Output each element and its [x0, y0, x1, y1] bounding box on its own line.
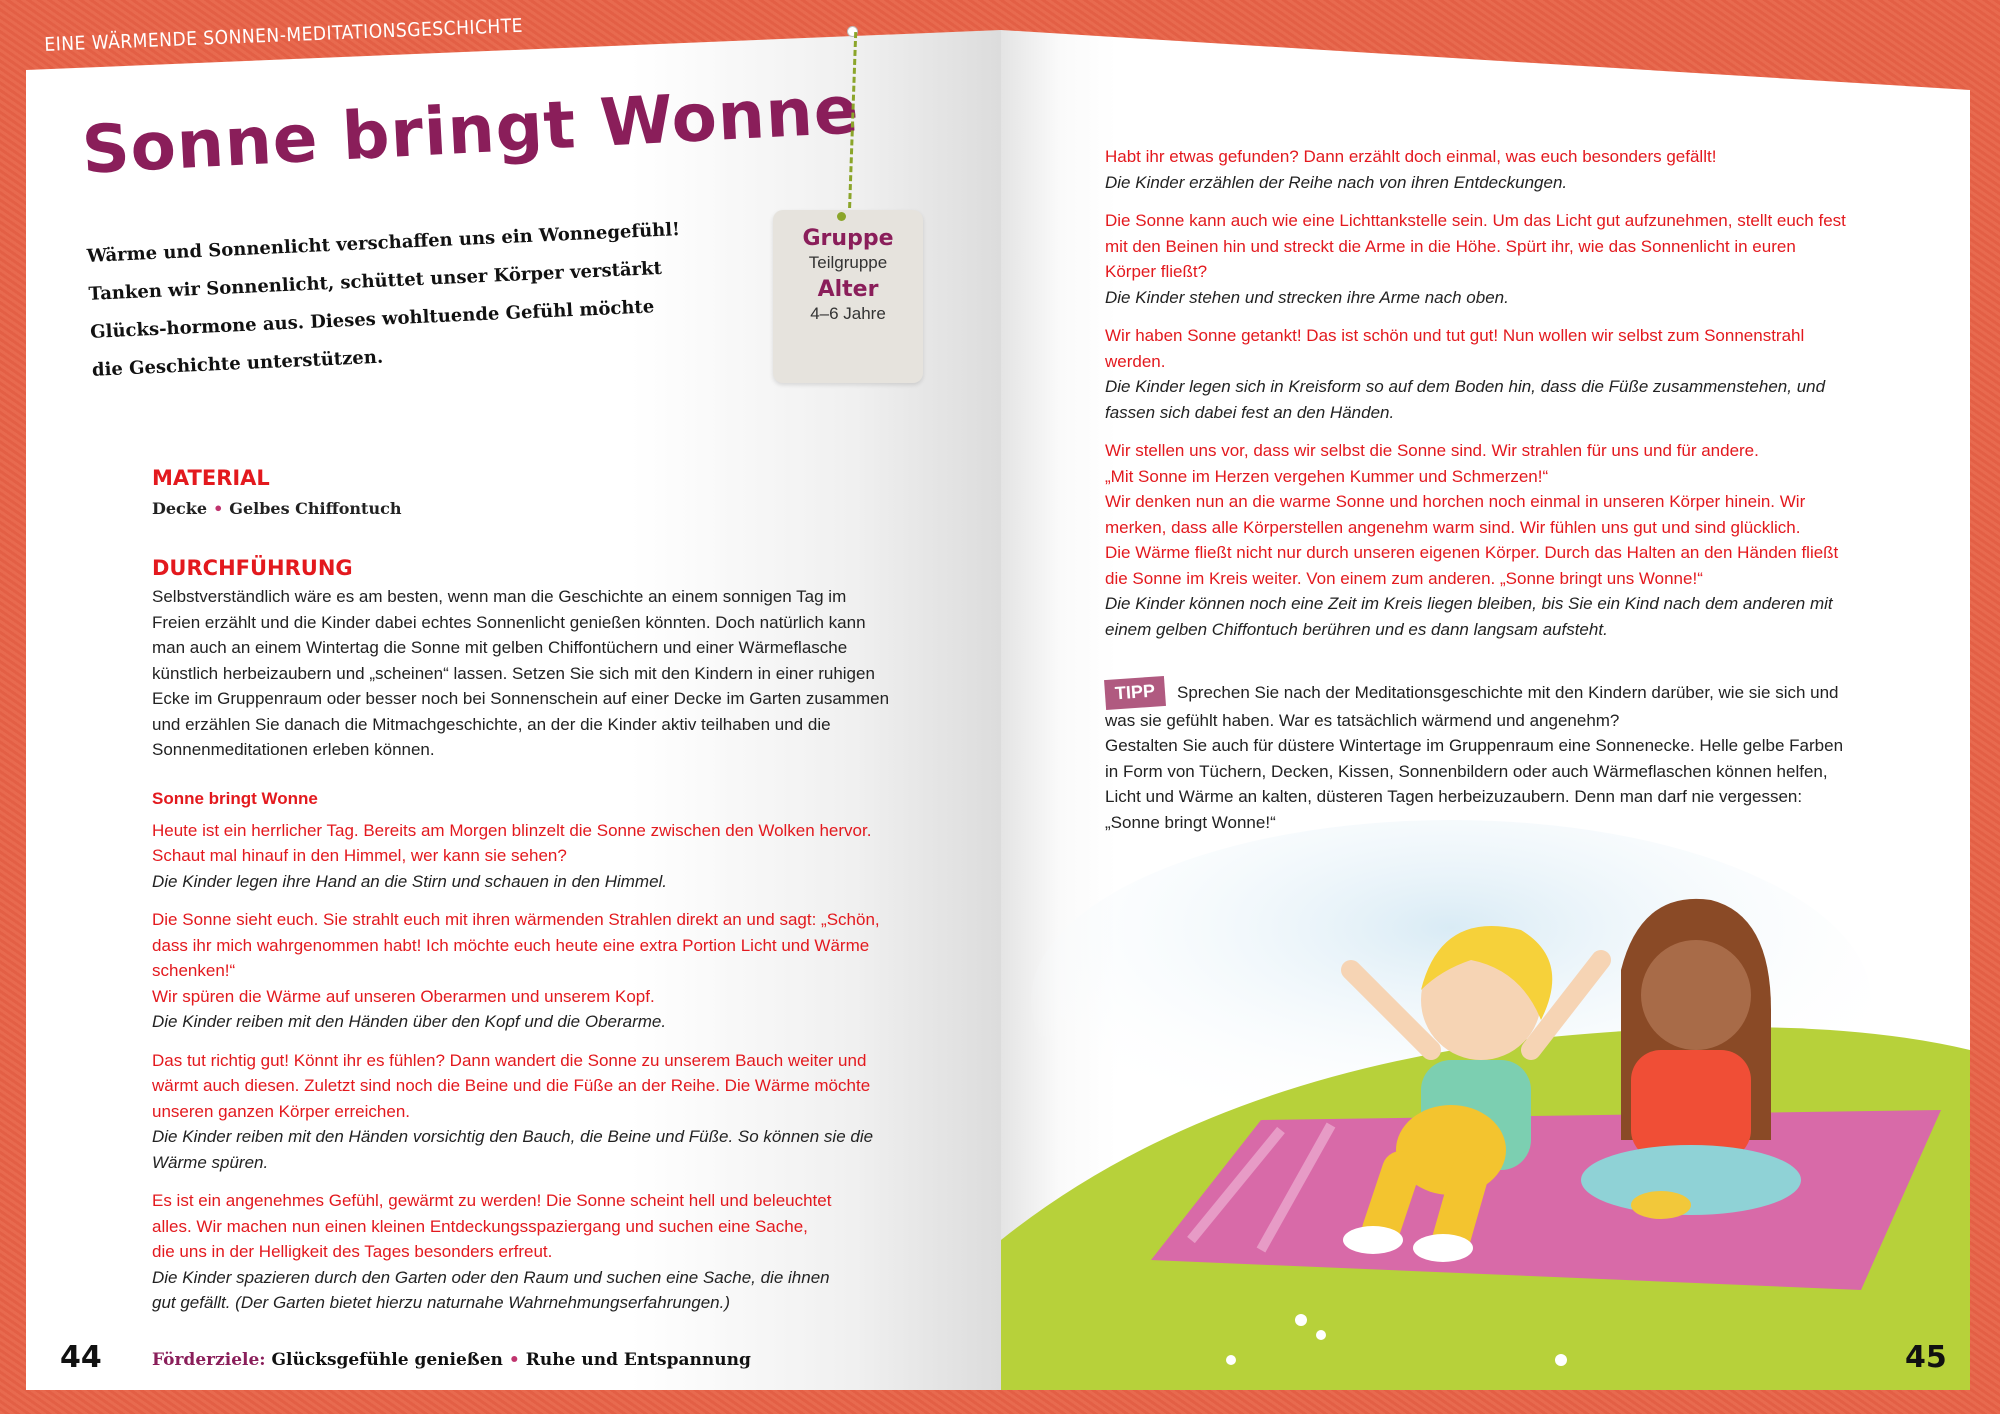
goal-item: Ruhe und Entspannung [525, 1350, 751, 1370]
separator-dot: • [213, 499, 224, 518]
story-left [152, 786, 897, 1329]
story-narration: Es ist ein angenehmes Gefühl, gewärmt zu werden! Die Sonne scheint hell und beleuchtet alles. Wir machen nun einen kleinen Entdeckungsspaziergang und suchen eine Sache, die uns in der Helligkeit des Tages besonders erfreut. [152, 1191, 832, 1261]
material-item: Gelbes Chiffontuch [229, 499, 402, 518]
tipp-text: Gestalten Sie auch für düstere Wintertage im Gruppenraum eine Sonnenecke. Helle gelbe Farben in Form von Tüchern, Decken, Kissen, Sonnenbildern oder auch Wärmeflaschen können helfen, Licht und Wärme an kalten, düsteren Tagen herbeizuzaubern. Denn man darf nie vergessen: „Sonne bringt Wonne!“ [1105, 736, 1844, 832]
page-title: Sonne bringt Wonne [80, 71, 862, 189]
material-heading: MATERIAL [152, 466, 270, 490]
story-instruction: Die Kinder erzählen der Reihe nach von ihren Entdeckungen. [1105, 172, 1568, 192]
story-instruction: Die Kinder legen ihre Hand an die Stirn und schauen in den Himmel. [152, 871, 668, 891]
story-instruction: Die Kinder legen sich in Kreisform so auf dem Boden hin, dass die Füße zusammenstehen, und fassen sich dabei fest an den Händen. [1105, 377, 1826, 422]
story-narration: Die Sonne sieht euch. Sie strahlt euch mit ihren wärmenden Strahlen direkt an und sagt: „Schön, dass ihr mich wahrgenommen habt! Ich möchte euch heute eine extra Portion Licht und Wärme schenken!“ [152, 910, 880, 980]
material-list [152, 496, 897, 522]
intro-text: Wärme und Sonnenlicht verschaffen uns ein Wonnegefühl! Tanken wir Sonnenlicht, schüttet unser Körper verstärkt Glücks-hormone aus. Dieses wohltuende Gefühl möchte die Geschichte unterstützen. [86, 219, 681, 381]
tipp-text: Sprechen Sie nach der Meditationsgeschichte mit den Kindern darüber, wie sie sich und was sie gefühlt haben. War es tatsächlich wärmend und angenehm? [1105, 683, 1839, 730]
story-instruction: Die Kinder können noch eine Zeit im Kreis liegen bleiben, bis Sie ein Kind nach dem anderen mit einem gelben Chiffontuch berühren und es dann langsam aufsteht. [1105, 594, 1833, 639]
story-instruction: Die Kinder reiben mit den Händen vorsichtig den Bauch, die Beine und Füße. So können sie die Wärme spüren. [152, 1127, 874, 1172]
tag-knot [837, 212, 846, 221]
story-narration: Heute ist ein herrlicher Tag. Bereits am Morgen blinzelt die Sonne zwischen den Wolken hervor. Schaut mal hinauf in den Himmel, wer kann sie sehen? [152, 820, 872, 865]
story-narration: Das tut richtig gut! Könnt ihr es fühlen? Dann wandert die Sonne zu unserem Bauch weiter und wärmt auch diesen. Zuletzt sind noch die Beine und die Füße an der Reihe. Die Wärme möchte unseren ganzen Körper erreichen. [152, 1050, 871, 1121]
section-kicker: EINE WÄRMENDE SONNEN-MEDITATIONSGESCHICHTE [44, 14, 524, 56]
goals-label: Förderziele: [152, 1350, 266, 1370]
story-narration: Wir stellen uns vor, dass wir selbst die Sonne sind. Wir strahlen für uns und für andere. [1105, 441, 1759, 460]
separator-dot: • [508, 1350, 520, 1370]
procedure-text: Selbstverständlich wäre es am besten, wenn man die Geschichte an einem sonnigen Tag im Freien erzählt und die Kinder dabei echtes Sonnenlicht genießen könnten. Doch natürlich kann man auch an einem Wintertag die Sonne mit gelben Chiffontüchern und einer Wärmeflasche künstlich herbeizaubern und „scheinen“ lassen. Setzen Sie sich mit den Kindern in einer ruhigen Ecke im Gruppenraum oder besser noch bei Sonnenschein auf einer Decke im Garten zusammen und erzählen Sie danach die Mitmachgeschichte, an der die Kinder aktiv teilhaben und die Sonnenmeditationen erleben können. [152, 587, 890, 759]
story-instruction: Die Kinder stehen und strecken ihre Arme nach oben. [1105, 287, 1509, 307]
story-narration: Wir haben Sonne getankt! Das ist schön und tut gut! Nun wollen wir selbst zum Sonnenstrahl werden. [1105, 326, 1805, 371]
story-narration: „Mit Sonne im Herzen vergehen Kummer und Schmerzen!“ [1105, 466, 1549, 486]
story-right [1105, 144, 1850, 848]
material-item: Decke [152, 499, 208, 518]
story-instruction: Die Kinder spazieren durch den Garten oder den Raum und suchen eine Sache, die ihnen gut gefällt. (Der Garten bietet hierzu naturnahe Wahrnehmungserfahrungen.) [152, 1267, 830, 1312]
tipp-badge: TIPP [1104, 676, 1166, 710]
tipp-box [1105, 678, 1850, 835]
footer-goals [152, 1350, 751, 1370]
group-label: Gruppe [802, 226, 894, 251]
story-narration: Die Sonne kann auch wie eine Lichttankstelle sein. Um das Licht gut aufzunehmen, stellt euch fest mit den Beinen hin und streckt die Arme in die Höhe. Spürt ihr, wie das Sonnenlicht in euren Körper fließt? [1105, 211, 1846, 281]
story-narration: Die Wärme fließt nicht nur durch unseren eigenen Körper. Durch das Halten an den Händen fließt die Sonne im Kreis weiter. Von einem zum anderen. „Sonne bringt uns Wonne!“ [1105, 543, 1839, 588]
page-number-left: 44 [60, 1340, 102, 1375]
page-number-right: 45 [1905, 1340, 1947, 1375]
procedure-heading: DURCHFÜHRUNG [152, 556, 353, 580]
story-narration: Habt ihr etwas gefunden? Dann erzählt doch einmal, was euch besonders gefällt! [1105, 147, 1717, 166]
story-instruction: Die Kinder reiben mit den Händen über den Kopf und die Oberarme. [152, 1012, 667, 1031]
story-heading: Sonne bringt Wonne [152, 789, 318, 808]
group-value: Teilgruppe [808, 253, 888, 272]
children-sun-meditation-illustration [1001, 820, 1970, 1390]
age-value: 4–6 Jahre [810, 304, 886, 323]
goal-item: Glücksgefühle genießen [271, 1350, 503, 1370]
story-narration: Wir denken nun an die warme Sonne und horchen noch einmal in unseren Körper hinein. Wir merken, dass alle Körperstellen angenehm warm sind. Wir fühlen uns gut und sind glücklich. [1105, 492, 1806, 537]
age-label: Alter [817, 277, 879, 302]
info-tag [773, 210, 923, 383]
story-narration: Wir spüren die Wärme auf unseren Oberarmen und unserem Kopf. [152, 986, 655, 1006]
